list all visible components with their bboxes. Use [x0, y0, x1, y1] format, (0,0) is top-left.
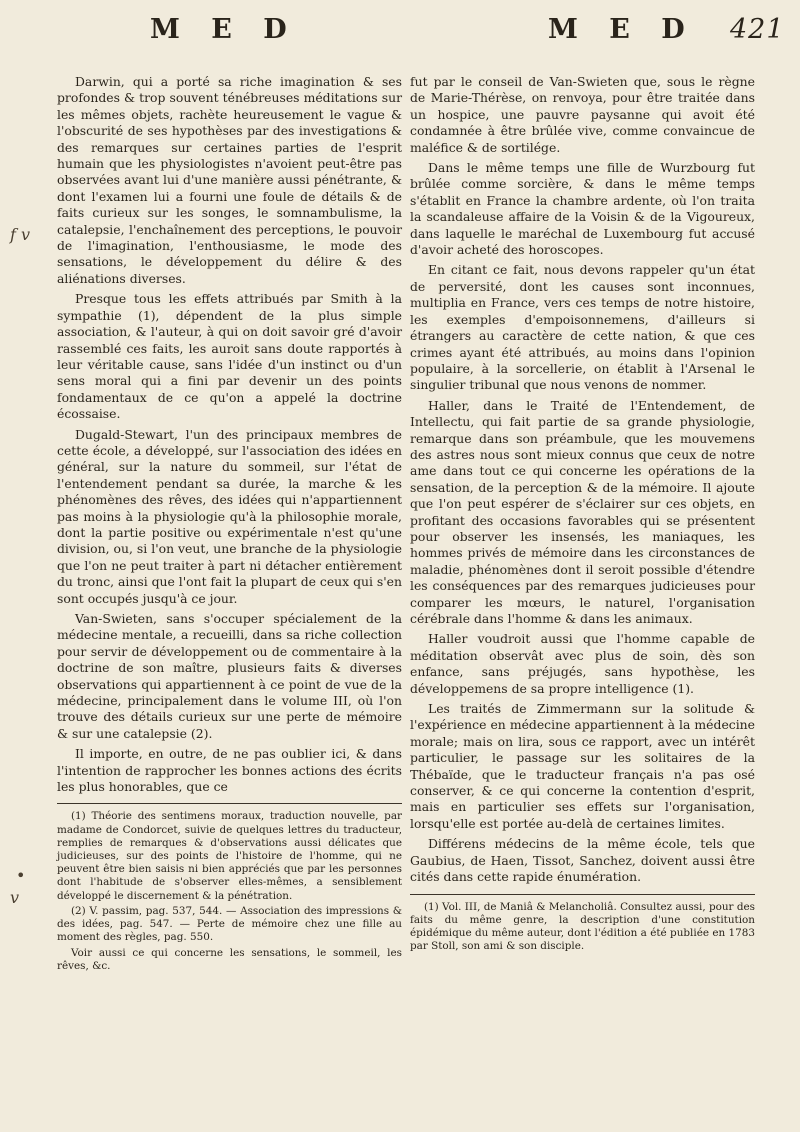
footnote-rule: [57, 803, 402, 804]
running-head-left: M E D: [150, 14, 298, 45]
footnotes: [57, 810, 402, 972]
left-column: [57, 74, 402, 975]
paragraph: Van-Swieten, sans s'occuper spécialement de la médecine mentale, a recueilli, dans sa riche collection pour servir de développement ou de commentaire à la doctrine de son maître, plusieurs faits & diverses observations qui appartiennent à ce point de vue de la médecine, principalement dans le volume III, où l'on trouve des détails curieux sur une perte de mémoire & sur une catalepsie (2).: [57, 611, 402, 741]
footnote: Voir aussi ce qui concerne les sensations, le sommeil, les rêves, &c.: [57, 946, 402, 972]
paragraph: Les traités de Zimmermann sur la solitude & l'expérience en médecine appartiennent à la médecine morale; mais on lira, sous ce rapport, avec un intérêt particulier, le passage sur les solitaires de la Thébaïde, que le traducteur français n'a pas osé conserver, & ce qui concerne la contention d'esprit, mais en particulier ses effets sur l'organisation, lorsqu'elle est portée au-delà de certaines limites.: [410, 701, 755, 831]
running-head-right: M E D: [548, 14, 696, 45]
paragraph: Différens médecins de la même école, tels que Gaubius, de Haen, Tissot, Sanchez, doivent aussi être cités dans cette rapide énumération.: [410, 836, 755, 885]
footnote: (2) V. passim, pag. 537, 544. — Association des impressions & des idées, pag. 547. — Perte de mémoire chez une fille au moment des règles, pag. 550.: [57, 904, 402, 944]
right-column: [410, 74, 755, 955]
margin-mark: v: [10, 888, 20, 907]
margin-mark: •: [16, 866, 26, 885]
paragraph: Dans le même temps une fille de Wurzbourg fut brûlée comme sorcière, & dans le même temps s'établit en France la chambre ardente, où l'on traita la scandaleuse affaire de la Voisin & de la Vigoureux, dans laquelle le maréchal de Luxembourg fut accusé d'avoir acheté des horoscopes.: [410, 160, 755, 258]
paragraph: Haller voudroit aussi que l'homme capable de méditation observât avec plus de soin, dès son enfance, sans préjugés, sans hypothèse, les développemens de sa propre intelligence (1).: [410, 631, 755, 696]
footnotes: [410, 901, 755, 954]
paragraph: Haller, dans le Traité de l'Entendement, de Intellectu, qui fait partie de sa grande physiologie, remarque dans son préambule, que les mouvemens des astres nous sont mieux connus que ceux de notre ame dans tout ce qui concerne les opérations de la sensation, de la perception & de la mémoire. Il ajoute que l'on peut espérer de s'éclairer sur ces objets, en profitant des occasions favorables qui se présentent pour observer les insensés, les maniaques, les hommes privés de mémoire dans les circonstances de maladie, phénomènes dont il seroit possible d'étendre les conséquences par des remarques judicieuses pour comparer les mœurs, le naturel, l'organisation cérébrale dans l'homme & dans les animaux.: [410, 397, 755, 626]
paragraph: Darwin, qui a porté sa riche imagination & ses profondes & trop souvent ténébreuses méditations sur les mêmes objets, rachète heureusement le vague & l'obscurité de ses hypothèses par des investigations & des remarques sur certaines parties de l'esprit humain que les physiologistes n'avoient peut-être pas observées avant lui d'une manière aussi pénétrante, & dont l'examen lui a fourni une foule de détails & de faits curieux sur les songes, le somnambulisme, la catalepsie, l'enchaînement des perceptions, le pouvoir de l'imagination, l'enthousiasme, le mode des sensations, le développement du délire & des aliénations diverses.: [57, 74, 402, 286]
paragraph: Dugald-Stewart, l'un des principaux membres de cette école, a développé, sur l'association des idées en général, sur la nature du sommeil, sur l'état de l'entendement pendant sa durée, la marche & les phénomènes des rêves, des idées qui n'appartiennent pas moins à la physiologie qu'à la philosophie morale, dont la partie positive ou expérimentale n'est qu'une division, ou, si l'on veut, une branche de la physiologie que l'on ne peut traiter à part ni détacher entièrement du tronc, ainsi que l'ont fait la plupart de ceux qui s'en sont occupés jusqu'à ce jour.: [57, 426, 402, 606]
paragraph: Il importe, en outre, de ne pas oublier ici, & dans l'intention de rapprocher les bonnes actions des écrits les plus honorables, que ce: [57, 746, 402, 795]
paragraph: En citant ce fait, nous devons rappeler qu'un état de perversité, dont les causes sont inconnues, multiplia en France, vers ces temps de notre histoire, les exemples d'empoisonnemens, d'ailleurs si étrangers au caractère de cette nation, & que ces crimes ayant été attribués, au moins dans l'opinion populaire, à la sorcellerie, on établit à l'Arsenal le singulier tribunal que nous venons de nommer.: [410, 262, 755, 393]
paragraph: Presque tous les effets attribués par Smith à la sympathie (1), dépendent de la plus simple association, & l'auteur, à qui on doit savoir gré d'avoir rassemblé ces faits, les auroit sans doute rapportés à leur véritable cause, sans l'idée d'un instinct ou d'un sens moral qui a fini par devenir un des points fondamentaux de ce qu'on a appelé la doctrine écossaise.: [57, 291, 402, 422]
page-number: 421: [730, 14, 785, 45]
margin-mark: f v: [10, 225, 31, 244]
footnote: (1) Théorie des sentimens moraux, traduction nouvelle, par madame de Condorcet, suivie de quelques lettres du traducteur, remplies de remarques & d'observations aussi délicates que judicieuses, sur des points de l'histoire de l'homme, qui ne peuvent être bien saisis ni bien appréciés que par les personnes dont l'habitude de s'observer elles-mêmes, a sensiblement développé le discernement & la pénétration.: [57, 810, 402, 902]
footnote-rule: [410, 894, 755, 895]
footnote: (1) Vol. III, de Maniâ & Melancholiâ. Consultez aussi, pour des faits du même genre, la description d'une constitution épidémique du même auteur, dont l'édition a été publiée en 1783 par Stoll, son ami & son disciple.: [410, 900, 755, 953]
paragraph: fut par le conseil de Van-Swieten que, sous le règne de Marie-Thérèse, on renvoya, pour être traitée dans un hospice, une pauvre paysanne qui avoit été condamnée à être brûlée vive, comme convaincue de maléfice & de sortilége.: [410, 74, 755, 155]
